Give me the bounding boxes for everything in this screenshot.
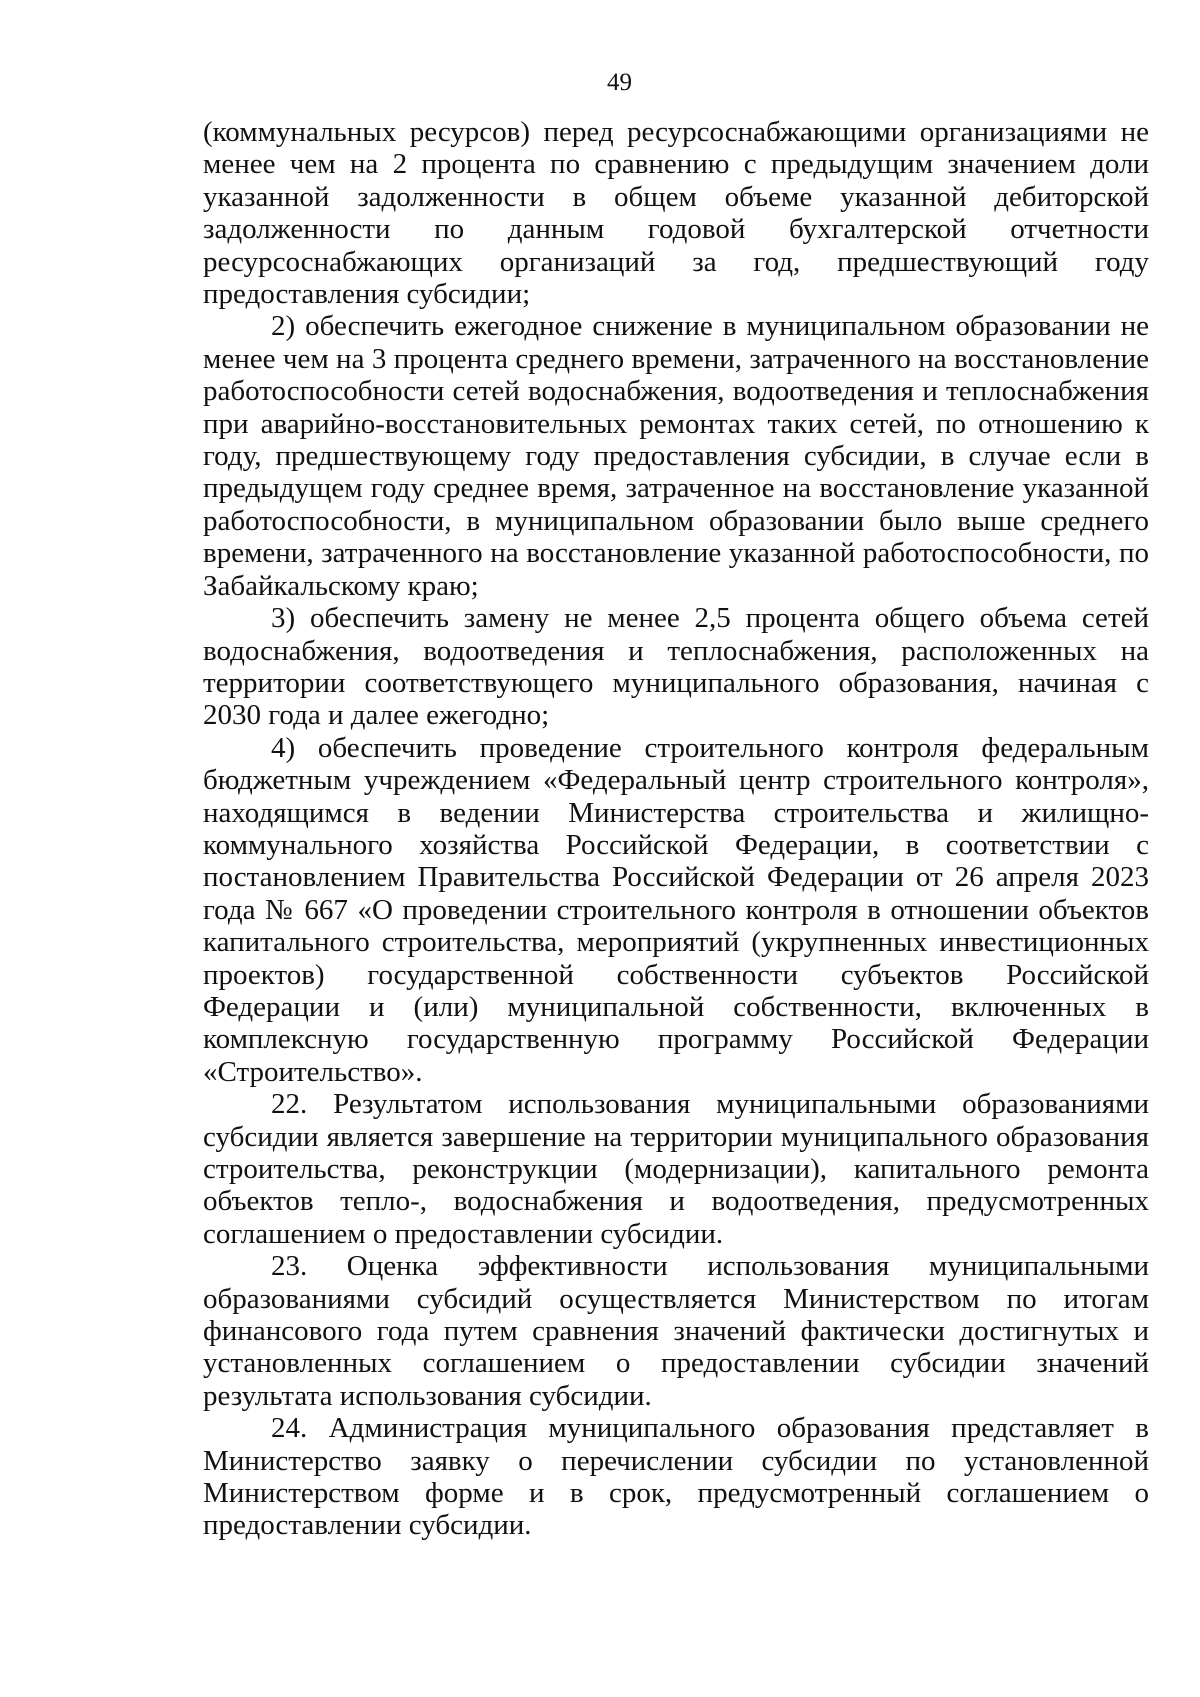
paragraph-clause-24: 24. Администрация муниципального образования представляет в Министерство заявку о перечислении субсидии по установленной Министерством форме и в срок, предусмотренный соглашением о предоставлении субсидии.: [203, 1412, 1149, 1542]
paragraph-continuation: (коммунальных ресурсов) перед ресурсоснабжающими организациями не менее чем на 2 процента по сравнению с предыдущим значением доли указанной задолженности в общем объеме указанной дебиторской задолженности по данным годовой бухгалтерской отчетности ресурсоснабжающих организаций за год, предшествующий году предоставления субсидии;: [203, 116, 1149, 311]
paragraph-item-4: 4) обеспечить проведение строительного контроля федеральным бюджетным учреждением «Федеральный центр строительного контроля», находящимся в ведении Министерства строительства и жилищно-коммунального хозяйства Российской Федерации, в соответствии с постановлением Правительства Российской Федерации от 26 апреля 2023 года № 667 «О проведении строительного контроля в отношении объектов капитального строительства, мероприятий (укрупненных инвестиционных проектов) государственной собственности субъектов Российской Федерации и (или) муниципальной собственности, включенных в комплексную государственную программу Российской Федерации «Строительство».: [203, 731, 1149, 1088]
document-body: [203, 116, 1149, 1542]
paragraph-clause-22: 22. Результатом использования муниципальными образованиями субсидии является завершение на территории муниципального образования строительства, реконструкции (модернизации), капитального ремонта объектов тепло-, водоснабжения и водоотведения, предусмотренных соглашением о предоставлении субсидии.: [203, 1088, 1149, 1250]
paragraph-clause-23: 23. Оценка эффективности использования муниципальными образованиями субсидий осуществляется Министерством по итогам финансового года путем сравнения значений фактически достигнутых и установленных соглашением о предоставлении субсидии значений результата использования субсидии.: [203, 1250, 1149, 1412]
paragraph-item-3: 3) обеспечить замену не менее 2,5 процента общего объема сетей водоснабжения, водоотведения и теплоснабжения, расположенных на территории соответствующего муниципального образования, начиная с 2030 года и далее ежегодно;: [203, 602, 1149, 732]
page-number: 49: [607, 69, 632, 96]
paragraph-item-2: 2) обеспечить ежегодное снижение в муниципальном образовании не менее чем на 3 процента среднего времени, затраченного на восстановление работоспособности сетей водоснабжения, водоотведения и теплоснабжения при аварийно-восстановительных ремонтах таких сетей, по отношению к году, предшествующему году предоставления субсидии, в случае если в предыдущем году среднее время, затраченное на восстановление указанной работоспособности, в муниципальном образовании было выше среднего времени, затраченного на восстановление указанной работоспособности, по Забайкальскому краю;: [203, 310, 1149, 602]
